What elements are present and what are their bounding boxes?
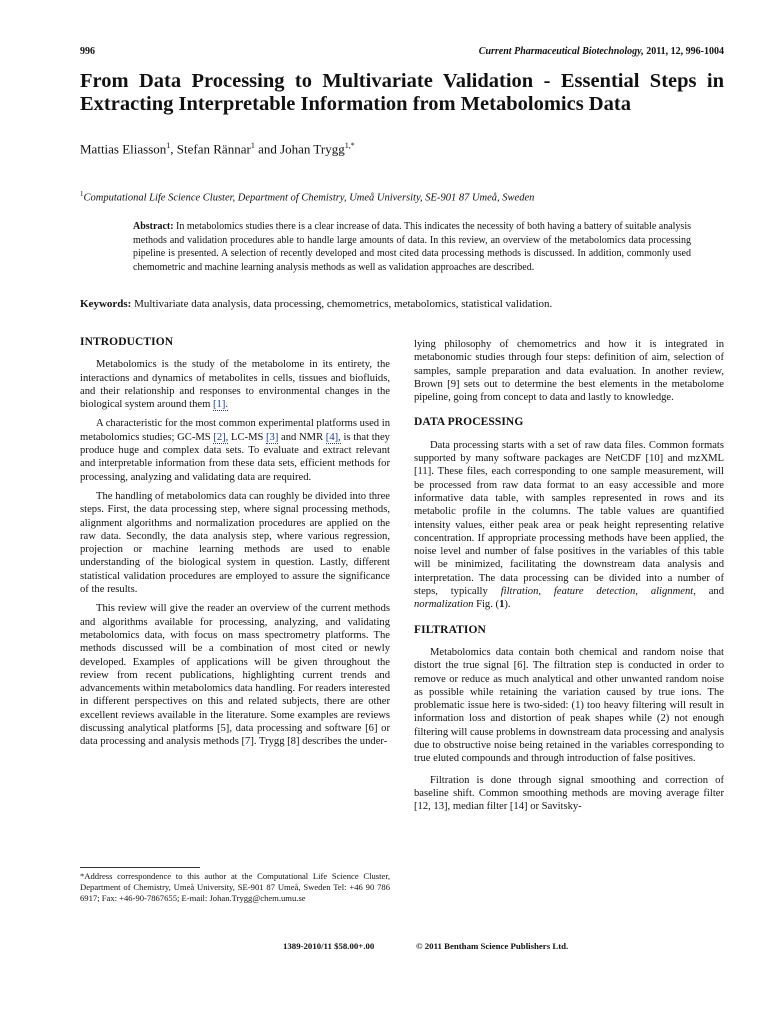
footnote-rule	[80, 867, 200, 868]
section-heading-data-processing: DATA PROCESSING	[414, 416, 524, 429]
right-column	[414, 338, 724, 820]
separator: ,	[635, 586, 651, 598]
keywords	[80, 298, 724, 310]
paragraph-text: A characteristic for the most common experimental platforms used in metabolomics studies; GC-MS	[80, 418, 390, 443]
correspondence-footnote: *Address correspondence to this author at the Computational Life Science Cluster, Department of Chemistry, Umeå University, SE-901 87 Umeå, Sweden Tel: +46 90 786 6917; Fax: +46-90-7867655; E-mail: Johan.Trygg@chem.umu.se	[80, 871, 390, 904]
separator: , and	[693, 586, 725, 598]
separator: ,	[538, 586, 554, 598]
paragraph	[414, 439, 724, 612]
figure-ref-number[interactable]: 1	[499, 599, 505, 611]
keywords-label: Keywords:	[80, 298, 132, 310]
affiliation-text: Computational Life Science Cluster, Department of Chemistry, Umeå University, SE-901 87 Umeå, Sweden	[83, 192, 535, 204]
journal-citation	[479, 46, 724, 57]
author-name: Mattias Eliasson	[80, 141, 167, 157]
paragraph-text: Data processing starts with a set of raw data files. Common formats supported by many software packages are NetCDF [10] and mzXML [11]. These files, each corresponding to one sample measurement, will be processed from raw data format to an easy accessible and more informative data table, with samples represented in rows and its metabolic profile in the columns. The table values are quantified intensity values, either peak area or peak height representing relative concentration. If appropriate processing methods have been applied, the noise level and number of false positives in the variables of this table will be minimized, facilitating the downstream data analysis and interpretation. The data processing can be divided into a number of steps, typically	[414, 439, 724, 598]
copyright: © 2011 Bentham Science Publishers Ltd.	[416, 941, 569, 951]
term: filtration	[500, 586, 539, 598]
paragraph: lying philosophy of chemometrics and how it is integrated in metabonomic studies through four steps: definition of aim, selection of samples, sample preparation and data evaluation. In another review, Brown [9] sets out to determine the best elements in the metabolome pipeline, going from concept to data and lastly to knowledge.	[414, 339, 724, 404]
article-title: From Data Processing to Multivariate Validation - Essential Steps in Extracting Interpretable Information from Metabolomics Data	[80, 70, 724, 115]
citation-link[interactable]: [2],	[213, 431, 229, 443]
citation-volume: 2011, 12, 996-1004	[643, 46, 724, 57]
paragraph-text: LC-MS	[228, 431, 267, 443]
author-list	[80, 141, 355, 157]
term: alignment	[650, 586, 694, 598]
paragraph-text: is that they produce huge and complex data sets. To evaluate and extract relevant and interpretable information from these data sets, efficient methods for processing, analyzing and validating data are required.	[80, 431, 390, 483]
section-heading-filtration: FILTRATION	[414, 623, 486, 636]
affiliation	[80, 190, 534, 204]
section-heading-introduction: INTRODUCTION	[80, 336, 174, 348]
paragraph: This review will give the reader an overview of the current methods and algorithms available for processing, analyzing, and validating metabolomics data, with focus on mass spectrometry platforms. The methods discussed will be a combination of most cited or newly developed. Examples of applications will be given throughout the review from recent publications, highlighting current trends and advancements within metabolomics data handling. For readers interested in different perspectives on this and related subjects, there are other excellent reviews available in the literature. Some examples are reviews discussing analytical platforms [5], data processing and software [6] or data processing and analysis methods [7]. Trygg [8] describes the under-	[80, 603, 390, 748]
paragraph: Filtration is done through signal smoothing and correction of baseline shift. Common smoothing methods are moving average filter [12, 13], median filter [14] or Savitsky-	[414, 774, 724, 813]
citation-link[interactable]: [4],	[325, 431, 341, 443]
paragraph	[80, 358, 390, 411]
abstract-text: In metabolomics studies there is a clear increase of data. This indicates the necessity of both having a battery of suitable analysis methods and validation procedures able to handle large amounts of data. In this review, an overview of the metabolomics data processing pipeline is presented. A selection of recently developed and most cited data processing methods is discussed. In addition, commonly used chemometric and machine learning analysis methods as well as validation approaches are described.	[133, 221, 691, 273]
paragraph	[80, 417, 390, 483]
author-affiliation-mark: 1,*	[344, 141, 355, 150]
journal-name: Current Pharmaceutical Biotechnology,	[478, 46, 644, 57]
paragraph-text: and NMR	[278, 431, 326, 443]
term: normalization	[414, 599, 474, 611]
issn-price: 1389-2010/11 $58.00+.00	[283, 941, 375, 951]
abstract	[133, 220, 691, 274]
paragraph-text: Metabolomics is the study of the metabolome in its entirety, the interactions and dynamics of metabolites in cells, tissues and biofluids, and their relationship and responses to environmental changes in the biological system around them	[80, 359, 390, 411]
citation-link[interactable]: [3]	[266, 431, 279, 443]
left-column	[80, 336, 390, 755]
author-name: and Johan Trygg	[254, 141, 345, 157]
author-affiliation-mark: 1	[166, 141, 171, 150]
term: feature detection	[553, 586, 636, 598]
affiliation-mark: 1	[80, 190, 84, 198]
keywords-text: Multivariate data analysis, data processing, chemometrics, metabolomics, statistical validation.	[131, 298, 553, 310]
figure-ref-text: ).	[504, 599, 511, 611]
paragraph: Metabolomics data contain both chemical and random noise that distort the true signal [6]. The filtration step is conducted in order to remove or reduce as much analytical and other unwanted random noise as possible while retaining the variation caused by true ions. The problematic issue here is two-sided: (1) too heavy filtering will result in information loss and distortion of peak shapes while (2) not enough filtering will cause problems in downstream data processing and analysis due to obstructive noise being retained in the variables corresponding to true eluted compounds and through introduction of false positives.	[414, 646, 724, 765]
page-number: 996	[80, 46, 95, 57]
author-name: , Stefan Rännar	[170, 141, 251, 157]
abstract-label: Abstract:	[133, 221, 174, 232]
citation-link[interactable]: [1].	[213, 399, 229, 411]
paragraph: The handling of metabolomics data can roughly be divided into three steps. First, the data processing step, where signal processing methods, alignment algorithms and normalization procedures are applied on the raw data. Secondly, the data analysis step, where various regression, projection or machine learning methods are used to enable understanding of the biological system in question. Lastly, different statistical validation procedures are employed to assure the significance of the results.	[80, 490, 390, 596]
author-affiliation-mark: 1	[250, 141, 255, 150]
figure-ref-text: Fig. (	[473, 599, 500, 611]
